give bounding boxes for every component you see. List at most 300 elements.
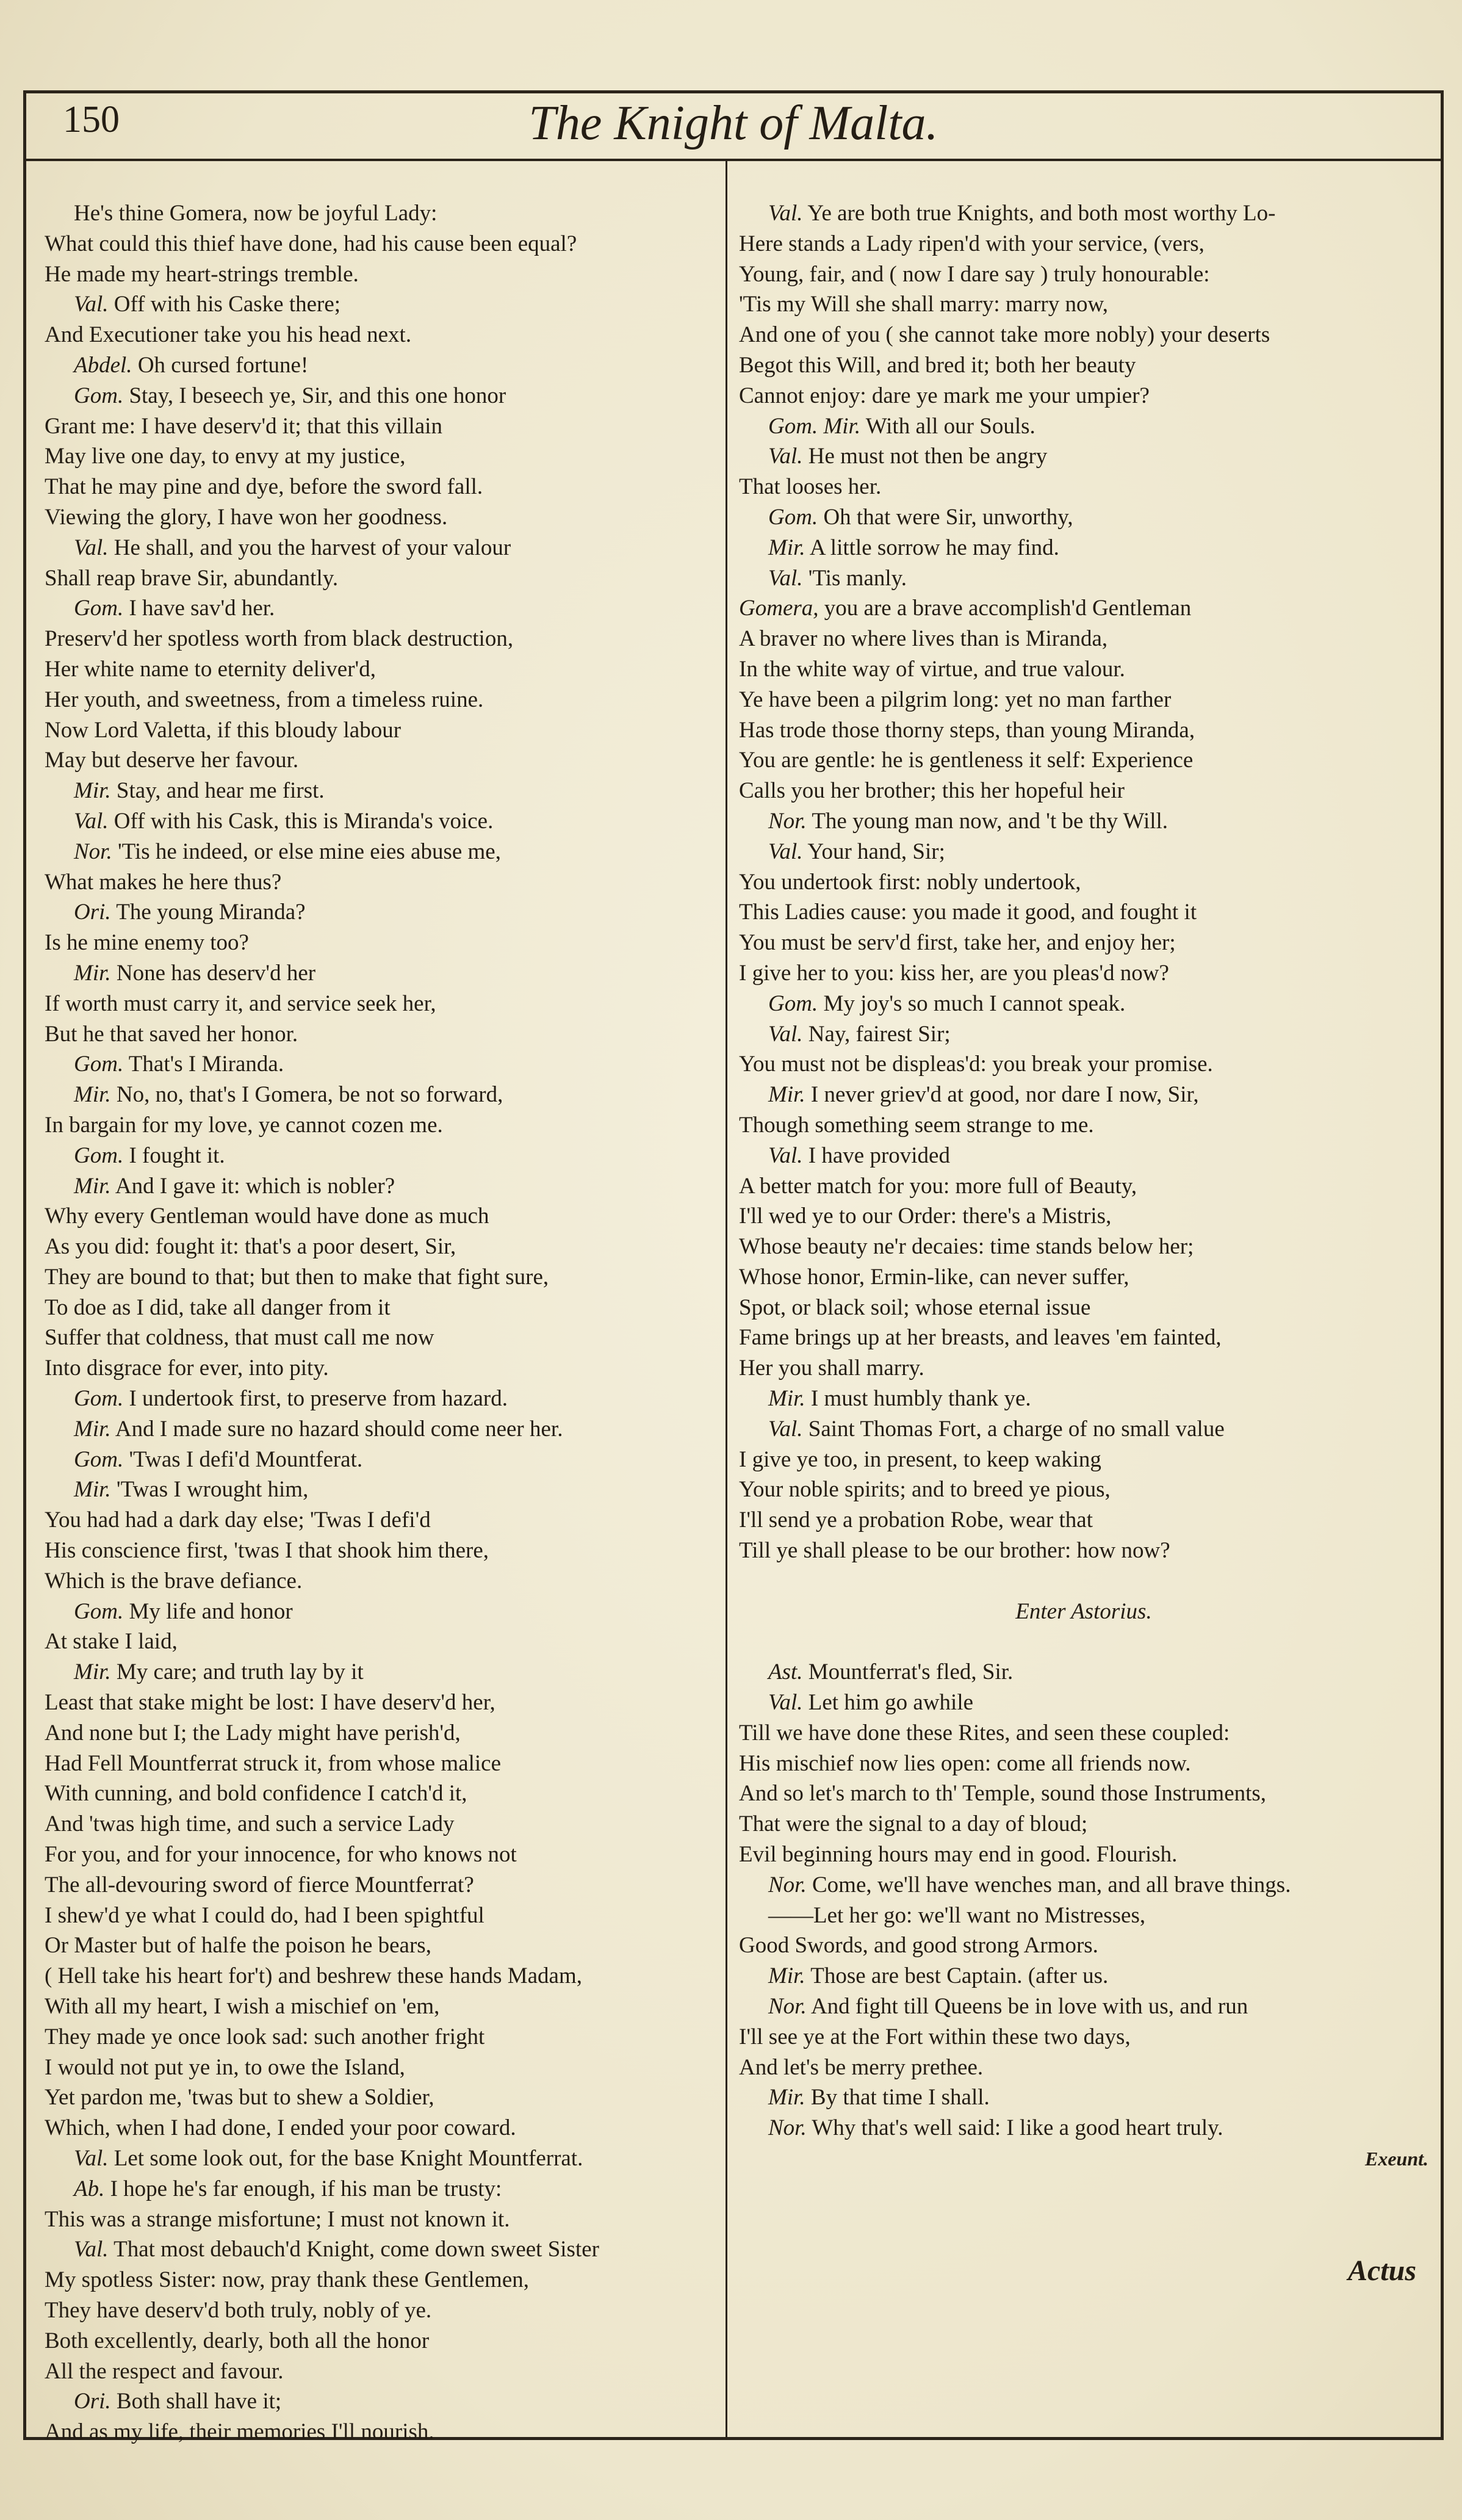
verse-text: The young man now, and 't be thy Will. (812, 808, 1169, 834)
verse-text: Her you shall marry. (739, 1356, 924, 1381)
text-line (45, 563, 716, 594)
text-line (739, 1323, 1428, 1353)
text-line (739, 441, 1428, 472)
speaker-name: Nor. (768, 1872, 807, 1897)
verse-text: Nay, fairest Sir; (808, 1021, 951, 1047)
text-line (739, 1232, 1428, 1262)
verse-text: I undertook first, to preserve from hazard. (129, 1386, 508, 1412)
speaker-name: Gom. (74, 1143, 124, 1168)
verse-text: My spotless Sister: now, pray thank these Gentlemen, (45, 2267, 530, 2293)
verse-text: 'Tis he indeed, or else mine eies abuse me, (117, 839, 501, 864)
text-line (739, 624, 1428, 654)
catchword: Actus (1347, 2255, 1416, 2287)
text-line (739, 776, 1428, 806)
text-line (739, 1961, 1428, 1991)
text-line (739, 685, 1428, 715)
page-number: 150 (63, 99, 120, 140)
verse-text: You must not be displeas'd: you break your promise. (739, 1052, 1213, 1077)
speaker-name: Val. (74, 808, 109, 834)
right-column (739, 198, 1428, 2174)
verse-text: A little sorrow he may find. (809, 535, 1059, 560)
text-line (45, 1839, 716, 1870)
verse-text: You undertook first: nobly undertook, (739, 869, 1081, 895)
speaker-name: Val. (74, 535, 109, 560)
speaker-name: Mir. (74, 1477, 111, 1503)
speaker-name: Mir. (768, 2085, 805, 2110)
verse-text: Suffer that coldness, that must call me now (45, 1325, 434, 1351)
verse-text: His mischief now lies open: come all friends now. (739, 1750, 1191, 1776)
speaker-name: Mir. (768, 1082, 805, 1108)
text-line (739, 837, 1428, 867)
speaker-name: Ab. (74, 2176, 105, 2201)
text-line (739, 745, 1428, 776)
verse-text: Cannot enjoy: dare ye mark me your umpier? (739, 383, 1150, 408)
verse-text: They have deserv'd both truly, nobly of ye. (45, 2297, 432, 2323)
verse-text: And so let's march to th' Temple, sound those Instruments, (739, 1781, 1267, 1807)
speaker-name: Mir. (74, 1659, 111, 1685)
text-line (739, 1930, 1428, 1961)
verse-text: You are gentle: he is gentleness it self: Experience (739, 748, 1194, 773)
text-line (45, 320, 716, 350)
verse-text: This was a strange misfortune; I must not known it. (45, 2206, 510, 2232)
verse-text: No, no, that's I Gomera, be not so forward, (116, 1082, 503, 1108)
verse-text: I would not put ye in, to owe the Island, (45, 2054, 405, 2080)
text-line (739, 867, 1428, 898)
verse-text: I hope he's far enough, if his man be trusty: (110, 2176, 502, 2201)
verse-text: That most debauch'd Knight, come down sweet Sister (113, 2237, 599, 2262)
speaker-name: Gom. (768, 504, 818, 530)
text-line (739, 1626, 1428, 1657)
text-line (45, 1930, 716, 1961)
verse-text: Let him go awhile (808, 1690, 974, 1716)
speaker-name: Val. (768, 201, 803, 226)
speaker-name: Mir. (74, 1173, 111, 1199)
verse-text: Has trode those thorny steps, than young Miranda, (739, 717, 1195, 743)
verse-text: Saint Thomas Fort, a charge of no small value (808, 1416, 1225, 1442)
verse-text: May live one day, to envy at my justice, (45, 444, 406, 469)
text-line (739, 229, 1428, 259)
text-line (45, 715, 716, 746)
text-line (739, 1657, 1428, 1688)
text-line (45, 1353, 716, 1384)
text-line (45, 1809, 716, 1839)
verse-text: Her white name to eternity deliver'd, (45, 656, 376, 682)
verse-text: Why that's well said: I like a good heart truly. (812, 2115, 1223, 2141)
text-line (739, 1019, 1428, 1050)
text-line (739, 563, 1428, 594)
text-line (45, 1141, 716, 1171)
speaker-name: Gom. (74, 1598, 124, 1624)
verse-text: Come, we'll have wenches man, and all brave things. (812, 1872, 1291, 1897)
verse-text: Calls you her brother; this her hopeful heir (739, 778, 1125, 804)
verse-text: Now Lord Valetta, if this bloudy labour (45, 717, 402, 743)
verse-text: 'Twas I defi'd Mountferat. (129, 1446, 363, 1472)
verse-text: And fight till Queens be in love with us, and run (810, 1994, 1248, 2020)
text-line (739, 2052, 1428, 2083)
text-line (45, 593, 716, 624)
text-line (45, 2022, 716, 2052)
text-line (739, 715, 1428, 746)
text-line (45, 1384, 716, 1414)
verse-text: 'Tis my Will she shall marry: marry now, (739, 292, 1109, 317)
verse-text: You had had a dark day else; 'Twas I defi'd (45, 1507, 431, 1533)
verse-text: Viewing the glory, I have won her goodness. (45, 504, 448, 530)
verse-text: They are bound to that; but then to make that fight sure, (45, 1264, 549, 1290)
verse-text: Ye are both true Knights, and both most worthy Lo- (807, 201, 1276, 226)
verse-text: And 'twas high time, and such a service Lady (45, 1811, 455, 1837)
verse-text: Evil beginning hours may end in good. Flourish. (739, 1842, 1178, 1868)
text-line (45, 928, 716, 958)
text-line (45, 1870, 716, 1901)
text-line (739, 928, 1428, 958)
verse-text: I'll send ye a probation Robe, wear that (739, 1507, 1093, 1533)
text-line (45, 776, 716, 806)
verse-text: I give her to you: kiss her, are you pleas'd now? (739, 960, 1169, 986)
verse-text: 'Tis manly. (808, 565, 907, 591)
text-line (45, 867, 716, 898)
speaker-name: Val. (768, 839, 803, 864)
text-line (739, 1262, 1428, 1293)
text-line (45, 2417, 716, 2447)
verse-text: A braver no where lives than is Miranda, (739, 626, 1108, 652)
verse-text: Good Swords, and good strong Armors. (739, 1933, 1098, 1959)
text-line (45, 1536, 716, 1566)
verse-text: But he that saved her honor. (45, 1021, 298, 1047)
verse-text: Which is the brave defiance. (45, 1568, 303, 1594)
text-line (739, 1293, 1428, 1323)
text-line (45, 1262, 716, 1293)
text-line (45, 1475, 716, 1505)
verse-text: And none but I; the Lady might have perish'd, (45, 1720, 461, 1746)
speaker-name: Ori. (74, 2389, 111, 2414)
text-line (45, 2386, 716, 2417)
running-title: The Knight of Malta. (528, 96, 938, 150)
verse-text: The young Miranda? (116, 900, 306, 925)
speaker-name: Val. (768, 1143, 803, 1168)
verse-text: The all-devouring sword of fierce Mountferrat? (45, 1872, 474, 1897)
text-line (45, 1688, 716, 1718)
text-line (739, 411, 1428, 442)
text-line (739, 958, 1428, 989)
text-line (739, 1870, 1428, 1901)
verse-text: Here stands a Lady ripen'd with your service, (vers, (739, 231, 1205, 256)
text-line (45, 1445, 716, 1475)
verse-text: Spot, or black soil; whose eternal issue (739, 1294, 1091, 1320)
verse-text: Into disgrace for ever, into pity. (45, 1356, 329, 1381)
text-line (739, 1839, 1428, 1870)
text-line (45, 2052, 716, 2083)
speaker-name: Val. (74, 292, 109, 317)
verse-text: My life and honor (129, 1598, 293, 1624)
text-line (45, 837, 716, 867)
verse-text: And one of you ( she cannot take more nobly) your deserts (739, 322, 1270, 348)
verse-text: you are a brave accomplish'd Gentleman (824, 596, 1192, 621)
verse-text: That looses her. (739, 474, 882, 500)
text-line (739, 259, 1428, 290)
verse-text: Both excellently, dearly, both all the honor (45, 2328, 430, 2353)
verse-text: I give ye too, in present, to keep waking (739, 1446, 1101, 1472)
verse-text: Begot this Will, and bred it; both her beauty (739, 352, 1136, 378)
text-line (45, 2082, 716, 2113)
verse-text: That were the signal to a day of bloud; (739, 1811, 1088, 1837)
verse-text: Mountferrat's fled, Sir. (808, 1659, 1014, 1685)
text-line (739, 1110, 1428, 1141)
text-line (45, 2265, 716, 2295)
text-line (739, 533, 1428, 563)
verse-text: A better match for you: more full of Beauty, (739, 1173, 1137, 1199)
verse-text: Whose honor, Ermin-like, can never suffer, (739, 1264, 1129, 1290)
verse-text: Young, fair, and ( now I dare say ) truly honourable: (739, 261, 1210, 287)
text-line (739, 1171, 1428, 1202)
verse-text: With all our Souls. (865, 413, 1035, 439)
text-line (739, 472, 1428, 502)
text-line (45, 1201, 716, 1232)
verse-text: At stake I laid, (45, 1629, 178, 1655)
speaker-name: Abdel. (74, 352, 132, 378)
verse-text: Her youth, and sweetness, from a timeless ruine. (45, 687, 484, 712)
text-line (45, 2113, 716, 2143)
text-line (45, 1749, 716, 1779)
verse-text: My care; and truth lay by it (116, 1659, 364, 1685)
text-line (739, 2082, 1428, 2113)
text-line (45, 472, 716, 502)
verse-text: He's thine Gomera, now be joyful Lady: (74, 201, 438, 226)
text-line (739, 289, 1428, 320)
speaker-name: Mir. (74, 778, 111, 804)
text-line (739, 2143, 1428, 2174)
verse-text: Both shall have it; (116, 2389, 282, 2414)
verse-text: Stay, I beseech ye, Sir, and this one honor (129, 383, 506, 408)
text-line (45, 1323, 716, 1353)
verse-text: I never griev'd at good, nor dare I now, Sir, (810, 1082, 1199, 1108)
speaker-name: Val. (768, 1690, 803, 1716)
speaker-name: Gomera, (739, 596, 819, 621)
text-line (45, 1080, 716, 1110)
speaker-name: Val. (768, 444, 803, 469)
speaker-name: Mir. (768, 1386, 805, 1412)
text-line (739, 198, 1428, 229)
text-line (45, 259, 716, 290)
verse-text: Those are best Captain. (after us. (810, 1963, 1109, 1989)
verse-text: And Executioner take you his head next. (45, 322, 412, 348)
text-line (739, 1049, 1428, 1080)
page-frame (23, 90, 1444, 2445)
text-line (45, 502, 716, 533)
text-line (45, 1049, 716, 1080)
text-line (739, 1536, 1428, 1566)
verse-text: My joy's so much I cannot speak. (823, 991, 1126, 1016)
page-header (26, 93, 1441, 161)
text-line (45, 654, 716, 685)
text-line (739, 1505, 1428, 1536)
text-line (45, 1171, 716, 1202)
text-line (45, 1019, 716, 1050)
speaker-name: Val. (768, 1416, 803, 1442)
verse-text: Is he mine enemy too? (45, 930, 249, 956)
text-line (45, 1293, 716, 1323)
speaker-name: Val. (74, 2146, 109, 2171)
verse-text: Though something seem strange to me. (739, 1112, 1094, 1138)
verse-text: ( Hell take his heart for't) and beshrew these hands Madam, (45, 1963, 583, 1989)
text-line (739, 2022, 1428, 2052)
speaker-name: Gom. (74, 1386, 124, 1412)
verse-text: May but deserve her favour. (45, 748, 299, 773)
text-line (45, 381, 716, 411)
text-line (45, 2174, 716, 2204)
text-line (45, 411, 716, 442)
text-line (45, 198, 716, 229)
speaker-name: Nor. (74, 839, 112, 864)
text-line (739, 1991, 1428, 2022)
verse-text: What could this thief have done, had his cause been equal? (45, 231, 577, 256)
text-line (45, 1597, 716, 1627)
verse-text: Shall reap brave Sir, abundantly. (45, 565, 339, 591)
text-line (739, 593, 1428, 624)
text-line (45, 1414, 716, 1445)
verse-text: ——Let her go: we'll want no Mistresses, (768, 1902, 1146, 1928)
text-line (45, 1657, 716, 1688)
verse-text: Preserv'd her spotless worth from black destruction, (45, 626, 514, 652)
verse-text: All the respect and favour. (45, 2358, 284, 2384)
text-line (739, 1353, 1428, 1384)
verse-text: He shall, and you the harvest of your valour (113, 535, 511, 560)
speaker-name: Nor. (768, 2115, 807, 2141)
speaker-name: Mir. (768, 535, 805, 560)
text-line (739, 1688, 1428, 1718)
text-line (739, 1414, 1428, 1445)
verse-text: Yet pardon me, 'twas but to shew a Soldier, (45, 2085, 434, 2110)
speaker-name: Ast. (768, 1659, 803, 1685)
text-line (739, 1445, 1428, 1475)
text-line (45, 1626, 716, 1657)
text-line (739, 320, 1428, 350)
text-line (45, 2326, 716, 2356)
text-line (45, 1991, 716, 2022)
text-line (45, 1961, 716, 1991)
verse-text: I have sav'd her. (129, 596, 275, 621)
text-line (739, 2113, 1428, 2143)
text-line (739, 654, 1428, 685)
speaker-name: Mir. (74, 1416, 111, 1442)
speaker-name: Val. (768, 1021, 803, 1047)
verse-text: Whose beauty ne'r decaies: time stands below her; (739, 1234, 1194, 1260)
speaker-name: Ori. (74, 900, 111, 925)
verse-text: Ye have been a pilgrim long: yet no man farther (739, 687, 1172, 712)
text-line (45, 2204, 716, 2235)
speaker-name: Mir. (768, 1963, 805, 1989)
verse-text: Oh cursed fortune! (137, 352, 309, 378)
left-column (45, 198, 716, 2447)
speaker-name: Nor. (768, 1994, 807, 2020)
text-line (739, 1597, 1428, 1627)
verse-text: I shew'd ye what I could do, had I been spightful (45, 1902, 484, 1928)
text-line (45, 1718, 716, 1749)
verse-text: I'll see ye at the Fort within these two days, (739, 2024, 1131, 2049)
text-line (45, 350, 716, 381)
verse-text: Had Fell Mountferrat struck it, from whose malice (45, 1750, 502, 1776)
text-line (45, 1901, 716, 1931)
text-line (739, 350, 1428, 381)
text-line (45, 745, 716, 776)
text-line (45, 1505, 716, 1536)
text-line (739, 1718, 1428, 1749)
verse-text: Till we have done these Rites, and seen these coupled: (739, 1720, 1230, 1746)
verse-text: I fought it. (129, 1143, 225, 1168)
verse-text: Stay, and hear me first. (116, 778, 325, 804)
verse-text: Which, when I had done, I ended your poor coward. (45, 2115, 516, 2141)
verse-text: Or Master but of halfe the poison he bears, (45, 1933, 431, 1959)
verse-text: Why every Gentleman would have done as much (45, 1204, 489, 1229)
text-line (739, 1201, 1428, 1232)
text-line (45, 685, 716, 715)
text-line (45, 1778, 716, 1809)
verse-text: In the white way of virtue, and true valour. (739, 656, 1125, 682)
verse-text: What makes he here thus? (45, 869, 282, 895)
verse-text: Off with his Caske there; (113, 292, 341, 317)
text-line (45, 441, 716, 472)
verse-text: 'Twas I wrought him, (116, 1477, 309, 1503)
verse-text: You must be serv'd first, take her, and enjoy her; (739, 930, 1176, 956)
verse-text: I must humbly thank ye. (810, 1386, 1031, 1412)
verse-text: That he may pine and dye, before the sword fall. (45, 474, 483, 500)
text-line (739, 1475, 1428, 1505)
verse-text: And I gave it: which is nobler? (115, 1173, 395, 1199)
verse-text: As you did: fought it: that's a poor desert, Sir, (45, 1234, 456, 1260)
text-line (739, 1080, 1428, 1110)
text-line (739, 1566, 1428, 1597)
text-line (45, 533, 716, 563)
verse-text: I have provided (808, 1143, 950, 1168)
text-line (739, 1749, 1428, 1779)
speaker-name: Gom. (768, 991, 818, 1016)
speaker-name: Val. (768, 565, 803, 591)
text-line (739, 1809, 1428, 1839)
text-line (739, 989, 1428, 1019)
text-line (45, 1232, 716, 1262)
text-line (45, 2295, 716, 2326)
verse-text: Your hand, Sir; (807, 839, 945, 864)
speaker-name: Gom. (74, 1052, 124, 1077)
text-line (45, 2143, 716, 2174)
verse-text: Oh that were Sir, unworthy, (823, 504, 1073, 530)
verse-text: Off with his Cask, this is Miranda's voice. (113, 808, 494, 834)
verse-text: If worth must carry it, and service seek her, (45, 991, 436, 1016)
verse-text: His conscience first, 'twas I that shook him there, (45, 1538, 489, 1564)
text-line (739, 806, 1428, 837)
verse-text: With all my heart, I wish a mischief on 'em, (45, 1994, 440, 2020)
text-line (45, 2234, 716, 2265)
text-line (45, 958, 716, 989)
verse-text: Fame brings up at her breasts, and leaves 'em fainted, (739, 1325, 1222, 1351)
verse-text: Your noble spirits; and to breed ye pious, (739, 1477, 1111, 1503)
text-line (739, 1141, 1428, 1171)
speaker-name: Gom. (74, 1446, 124, 1472)
verse-text: I'll wed ye to our Order: there's a Mistris, (739, 1204, 1112, 1229)
exit-direction: Exeunt. (1364, 2148, 1428, 2170)
text-line (45, 2356, 716, 2387)
text-line (739, 1384, 1428, 1414)
speaker-name: Mir. (74, 960, 111, 986)
speaker-name: Gom. (74, 596, 124, 621)
speaker-name: Mir. (74, 1082, 111, 1108)
verse-text: They made ye once look sad: such another fright (45, 2024, 485, 2049)
text-line (739, 1901, 1428, 1931)
verse-text: To doe as I did, take all danger from it (45, 1294, 391, 1320)
text-line (45, 1566, 716, 1597)
verse-text: Till ye shall please to be our brother: how now? (739, 1538, 1170, 1564)
text-line (45, 806, 716, 837)
verse-text: And let's be merry prethee. (739, 2054, 984, 2080)
